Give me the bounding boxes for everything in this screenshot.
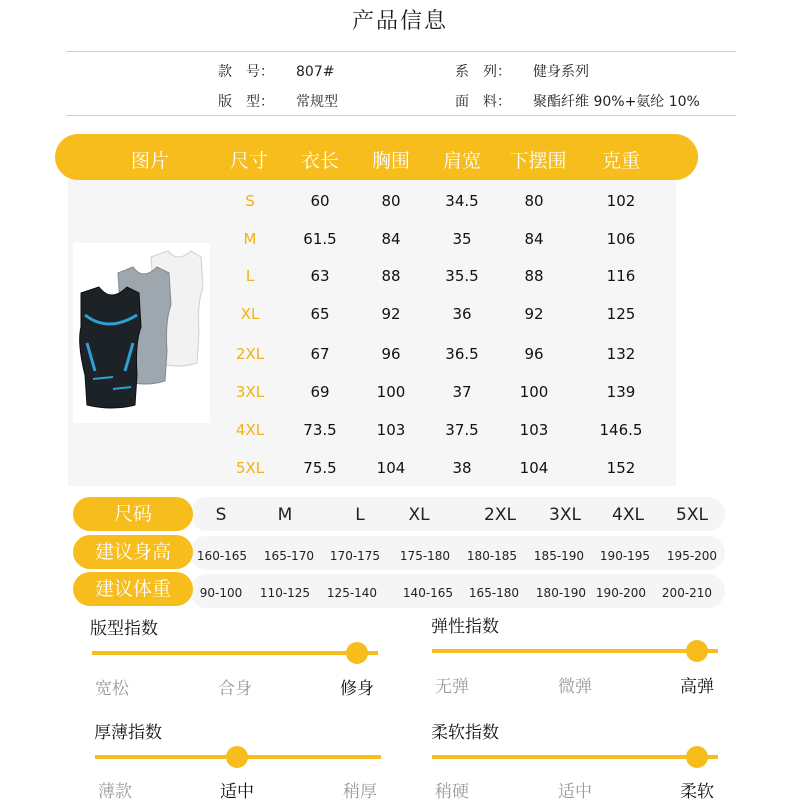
fit-index-label-1: 合身 <box>218 679 252 699</box>
cell-chest: 96 <box>381 345 401 363</box>
rec-height: 160-165 <box>196 549 248 563</box>
softness-index-knob <box>686 746 708 768</box>
cell-weight: 146.5 <box>599 421 643 439</box>
cell-hem: 92 <box>524 305 544 323</box>
info-series <box>455 61 589 81</box>
cell-weight: 139 <box>606 383 636 401</box>
softness-index-title: 柔软指数 <box>431 723 499 743</box>
cell-size: M <box>243 230 257 248</box>
cell-weight: 152 <box>606 459 636 477</box>
cell-chest: 92 <box>381 305 401 323</box>
fit-index-bar <box>92 651 378 655</box>
info-label: 版 型： <box>218 94 274 110</box>
cell-hem: 100 <box>519 383 549 401</box>
cell-shoulder: 35.5 <box>445 267 479 285</box>
elasticity-index-label-1: 微弹 <box>558 677 592 697</box>
thickness-index-label-2: 稍厚 <box>343 782 377 800</box>
elasticity-index-label-2: 高弹 <box>680 677 714 697</box>
header-hem: 下摆围 <box>509 150 567 172</box>
elasticity-index-knob <box>686 640 708 662</box>
rec-height: 190-195 <box>599 549 651 563</box>
vest-icon <box>73 243 210 423</box>
softness-index-label-2: 柔软 <box>680 782 714 800</box>
info-value: 807# <box>296 64 335 80</box>
cell-size: 4XL <box>235 421 265 439</box>
cell-shoulder: 37.5 <box>445 421 479 439</box>
info-value: 常规型 <box>296 94 338 110</box>
elasticity-index-label-0: 无弹 <box>435 677 469 697</box>
softness-index-label-1: 适中 <box>558 782 592 800</box>
rec-weight: 200-210 <box>661 586 713 600</box>
header-photo: 图片 <box>130 150 169 172</box>
rec-size: 2XL <box>484 505 516 525</box>
info-fabric <box>455 91 700 111</box>
rec-size: S <box>215 505 227 525</box>
cell-chest: 104 <box>376 459 406 477</box>
cell-hem: 96 <box>524 345 544 363</box>
cell-weight: 116 <box>606 267 636 285</box>
cell-length: 67 <box>310 345 330 363</box>
cell-weight: 102 <box>606 192 636 210</box>
cell-chest: 100 <box>376 383 406 401</box>
cell-weight: 125 <box>606 305 636 323</box>
rec-size: 5XL <box>676 505 708 525</box>
fit-index-label-2: 修身 <box>340 679 374 699</box>
fit-index-knob <box>346 642 368 664</box>
fit-index-title: 版型指数 <box>90 619 158 639</box>
cell-hem: 103 <box>519 421 549 439</box>
rec-size: L <box>355 505 365 525</box>
info-label: 款 号： <box>218 64 274 80</box>
cell-hem: 104 <box>519 459 549 477</box>
info-value: 聚酯纤维 90%+氨纶 10% <box>533 94 700 110</box>
rec-weight: 110-125 <box>259 586 311 600</box>
cell-weight: 132 <box>606 345 636 363</box>
cell-chest: 103 <box>376 421 406 439</box>
info-label: 面 料： <box>455 94 511 110</box>
info-fit <box>218 91 338 111</box>
elasticity-index-bar <box>432 649 718 653</box>
info-style-number <box>218 61 334 81</box>
rec-weight: 125-140 <box>326 586 378 600</box>
header-length: 衣长 <box>300 150 339 172</box>
thickness-index-label-0: 薄款 <box>98 782 132 800</box>
rec-height: 195-200 <box>666 549 718 563</box>
thickness-index-knob <box>226 746 248 768</box>
vest-product-photo <box>73 243 210 423</box>
divider-info <box>66 115 736 116</box>
softness-index-label-0: 稍硬 <box>435 782 469 800</box>
cell-length: 73.5 <box>303 421 337 439</box>
cell-length: 63 <box>310 267 330 285</box>
cell-hem: 80 <box>524 192 544 210</box>
rec-weight: 190-200 <box>595 586 647 600</box>
info-value: 健身系列 <box>533 64 589 80</box>
info-label: 系 列： <box>455 64 511 80</box>
rec-weight: 180-190 <box>535 586 587 600</box>
cell-chest: 80 <box>381 192 401 210</box>
cell-shoulder: 38 <box>452 459 472 477</box>
divider-top <box>66 51 736 52</box>
weight-pill: 建议体重 <box>73 572 193 606</box>
header-chest: 胸围 <box>371 150 410 172</box>
rec-height: 170-175 <box>329 549 381 563</box>
rec-size: 4XL <box>612 505 644 525</box>
fit-index-label-0: 宽松 <box>95 679 129 699</box>
height-pill: 建议身高 <box>73 535 193 569</box>
cell-size: S <box>245 192 255 210</box>
cell-hem: 88 <box>524 267 544 285</box>
softness-index-bar <box>432 755 718 759</box>
rec-height: 180-185 <box>466 549 518 563</box>
cell-hem: 84 <box>524 230 544 248</box>
cell-shoulder: 36 <box>452 305 472 323</box>
rec-height: 165-170 <box>263 549 315 563</box>
rec-weight: 140-165 <box>402 586 454 600</box>
cell-shoulder: 34.5 <box>445 192 479 210</box>
rec-height: 175-180 <box>399 549 451 563</box>
cell-size: XL <box>240 305 260 323</box>
cell-length: 65 <box>310 305 330 323</box>
cell-size: 2XL <box>235 345 265 363</box>
size-pill: 尺码 <box>73 497 193 531</box>
rec-size: M <box>277 505 293 525</box>
rec-size: XL <box>408 505 430 525</box>
rec-height: 185-190 <box>533 549 585 563</box>
thickness-index-label-1: 适中 <box>220 782 254 800</box>
elasticity-index-title: 弹性指数 <box>431 617 499 637</box>
cell-length: 61.5 <box>303 230 337 248</box>
rec-weight: 165-180 <box>468 586 520 600</box>
cell-chest: 88 <box>381 267 401 285</box>
cell-size: L <box>245 267 255 285</box>
header-weight: 克重 <box>601 150 640 172</box>
cell-length: 60 <box>310 192 330 210</box>
cell-shoulder: 37 <box>452 383 472 401</box>
cell-length: 75.5 <box>303 459 337 477</box>
cell-shoulder: 36.5 <box>445 345 479 363</box>
page-title: 产品信息 <box>351 9 448 34</box>
cell-length: 69 <box>310 383 330 401</box>
rec-size: 3XL <box>549 505 581 525</box>
cell-shoulder: 35 <box>452 230 472 248</box>
header-size: 尺寸 <box>229 150 268 172</box>
cell-size: 3XL <box>235 383 265 401</box>
header-shoulder: 肩宽 <box>442 150 481 172</box>
thickness-index-title: 厚薄指数 <box>94 723 162 743</box>
rec-weight: 90-100 <box>199 586 243 600</box>
cell-chest: 84 <box>381 230 401 248</box>
cell-size: 5XL <box>235 459 265 477</box>
cell-weight: 106 <box>606 230 636 248</box>
